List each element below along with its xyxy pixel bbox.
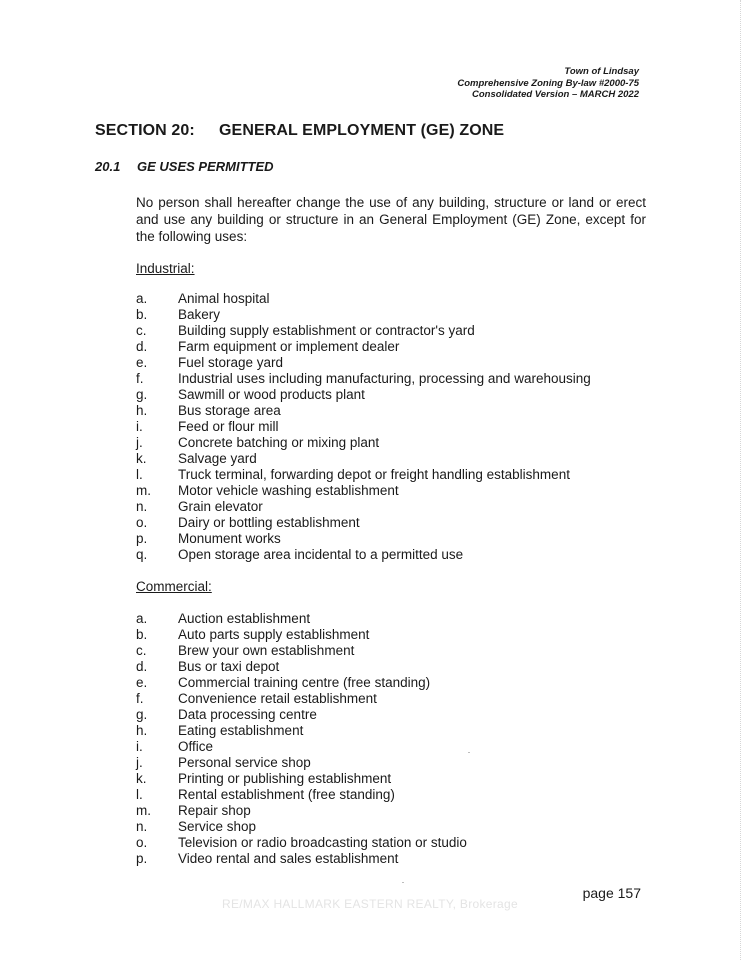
- item-letter: k.: [136, 771, 147, 786]
- item-text: Printing or publishing establishment: [178, 771, 392, 786]
- item-text: Personal service shop: [178, 755, 311, 770]
- list-item: [136, 787, 467, 803]
- item-text: Commercial training centre (free standing): [178, 675, 431, 690]
- document-header: [457, 66, 639, 101]
- item-letter: i.: [136, 419, 143, 434]
- list-item: [136, 627, 467, 643]
- list-item: [136, 547, 591, 563]
- item-letter: k.: [136, 451, 147, 466]
- item-letter: g.: [136, 387, 148, 402]
- list-item: [136, 659, 467, 675]
- intro-paragraph: No person shall hereafter change the use of any building, structure or land or erect and use any building or structure in an General Employment (GE) Zone, except for the following uses:: [136, 195, 646, 244]
- watermark: RE/MAX HALLMARK EASTERN REALTY, Brokerage: [222, 897, 518, 911]
- header-bylaw: Comprehensive Zoning By-law #2000-75: [457, 77, 639, 89]
- header-town: Town of Lindsay: [564, 66, 639, 77]
- item-text: Animal hospital: [178, 291, 270, 306]
- item-letter: n.: [136, 819, 148, 834]
- item-letter: e.: [136, 675, 148, 690]
- list-item: [136, 323, 591, 339]
- list-item: [136, 819, 467, 835]
- item-letter: d.: [136, 659, 148, 674]
- item-text: Service shop: [178, 819, 257, 834]
- section-heading: [95, 122, 504, 140]
- item-text: Bus storage area: [178, 403, 281, 418]
- item-text: Building supply establishment or contractor's yard: [178, 323, 475, 338]
- item-letter: c.: [136, 323, 147, 338]
- list-item: [136, 755, 467, 771]
- item-text: Video rental and sales establishment: [178, 851, 399, 866]
- item-text: Truck terminal, forwarding depot or freight handling establishment: [178, 467, 570, 482]
- list-item: [136, 467, 591, 483]
- subsection-title: GE USES PERMITTED: [137, 159, 274, 174]
- item-letter: n.: [136, 499, 148, 514]
- subsection-number: 20.1: [95, 159, 121, 174]
- list-item: [136, 531, 591, 547]
- item-text: Office: [178, 739, 214, 754]
- item-text: Grain elevator: [178, 499, 263, 514]
- item-letter: b.: [136, 307, 148, 322]
- list-item: [136, 339, 591, 355]
- section-title: GENERAL EMPLOYMENT (GE) ZONE: [219, 122, 505, 139]
- list-item: [136, 723, 467, 739]
- list-item: [136, 419, 591, 435]
- list-item: [136, 371, 591, 387]
- industrial-uses-list: [136, 291, 591, 563]
- list-item: [136, 611, 467, 627]
- item-text: Repair shop: [178, 803, 251, 818]
- header-version: Consolidated Version – MARCH 2022: [472, 89, 639, 100]
- item-text: Bus or taxi depot: [178, 659, 280, 674]
- item-letter: o.: [136, 835, 148, 850]
- item-letter: h.: [136, 403, 148, 418]
- list-item: [136, 835, 467, 851]
- item-letter: l.: [136, 467, 143, 482]
- page-edge: [739, 0, 741, 960]
- list-item: [136, 451, 591, 467]
- list-item: [136, 307, 591, 323]
- item-letter: g.: [136, 707, 148, 722]
- item-letter: c.: [136, 643, 147, 658]
- list-item: [136, 483, 591, 499]
- scan-speck: [468, 752, 470, 753]
- item-letter: a.: [136, 291, 148, 306]
- item-letter: p.: [136, 531, 148, 546]
- list-item: [136, 691, 467, 707]
- item-text: Eating establishment: [178, 723, 304, 738]
- list-item: [136, 851, 467, 867]
- item-text: Salvage yard: [178, 451, 257, 466]
- list-item: [136, 291, 591, 307]
- item-text: Rental establishment (free standing): [178, 787, 395, 802]
- item-letter: d.: [136, 339, 148, 354]
- item-letter: q.: [136, 547, 148, 562]
- scan-speck: [402, 882, 404, 883]
- item-letter: o.: [136, 515, 148, 530]
- item-letter: b.: [136, 627, 148, 642]
- item-letter: a.: [136, 611, 148, 626]
- list-item: [136, 707, 467, 723]
- list-item: [136, 515, 591, 531]
- item-letter: j.: [136, 435, 143, 450]
- item-text: Auction establishment: [178, 611, 311, 626]
- list-item: [136, 387, 591, 403]
- item-text: Monument works: [178, 531, 281, 546]
- item-text: Concrete batching or mixing plant: [178, 435, 380, 450]
- item-text: Feed or flour mill: [178, 419, 279, 434]
- item-letter: e.: [136, 355, 148, 370]
- item-text: Bakery: [178, 307, 221, 322]
- item-letter: f.: [136, 691, 144, 706]
- list-item: [136, 355, 591, 371]
- list-item: [136, 739, 467, 755]
- item-letter: f.: [136, 371, 144, 386]
- item-letter: j.: [136, 755, 143, 770]
- list-item: [136, 675, 467, 691]
- item-text: Sawmill or wood products plant: [178, 387, 365, 402]
- list-item: [136, 435, 591, 451]
- item-letter: m.: [136, 803, 151, 818]
- item-text: Brew your own establishment: [178, 643, 355, 658]
- item-letter: m.: [136, 483, 151, 498]
- item-text: Convenience retail establishment: [178, 691, 377, 706]
- item-letter: l.: [136, 787, 143, 802]
- subsection-heading: [95, 159, 274, 174]
- item-text: Open storage area incidental to a permitted use: [178, 547, 464, 562]
- item-letter: h.: [136, 723, 148, 738]
- list-item: [136, 803, 467, 819]
- item-text: Auto parts supply establishment: [178, 627, 370, 642]
- item-text: Motor vehicle washing establishment: [178, 483, 399, 498]
- item-letter: i.: [136, 739, 143, 754]
- item-text: Dairy or bottling establishment: [178, 515, 360, 530]
- item-text: Fuel storage yard: [178, 355, 284, 370]
- section-number: SECTION 20:: [95, 122, 195, 139]
- commercial-heading: Commercial:: [136, 579, 212, 594]
- page-number: page 157: [582, 885, 641, 901]
- industrial-heading: Industrial:: [136, 261, 195, 276]
- commercial-uses-list: [136, 611, 467, 867]
- item-text: Television or radio broadcasting station or studio: [178, 835, 467, 850]
- item-text: Industrial uses including manufacturing, processing and warehousing: [178, 371, 591, 386]
- list-item: [136, 499, 591, 515]
- item-letter: p.: [136, 851, 148, 866]
- list-item: [136, 643, 467, 659]
- list-item: [136, 771, 467, 787]
- list-item: [136, 403, 591, 419]
- item-text: Farm equipment or implement dealer: [178, 339, 400, 354]
- item-text: Data processing centre: [178, 707, 317, 722]
